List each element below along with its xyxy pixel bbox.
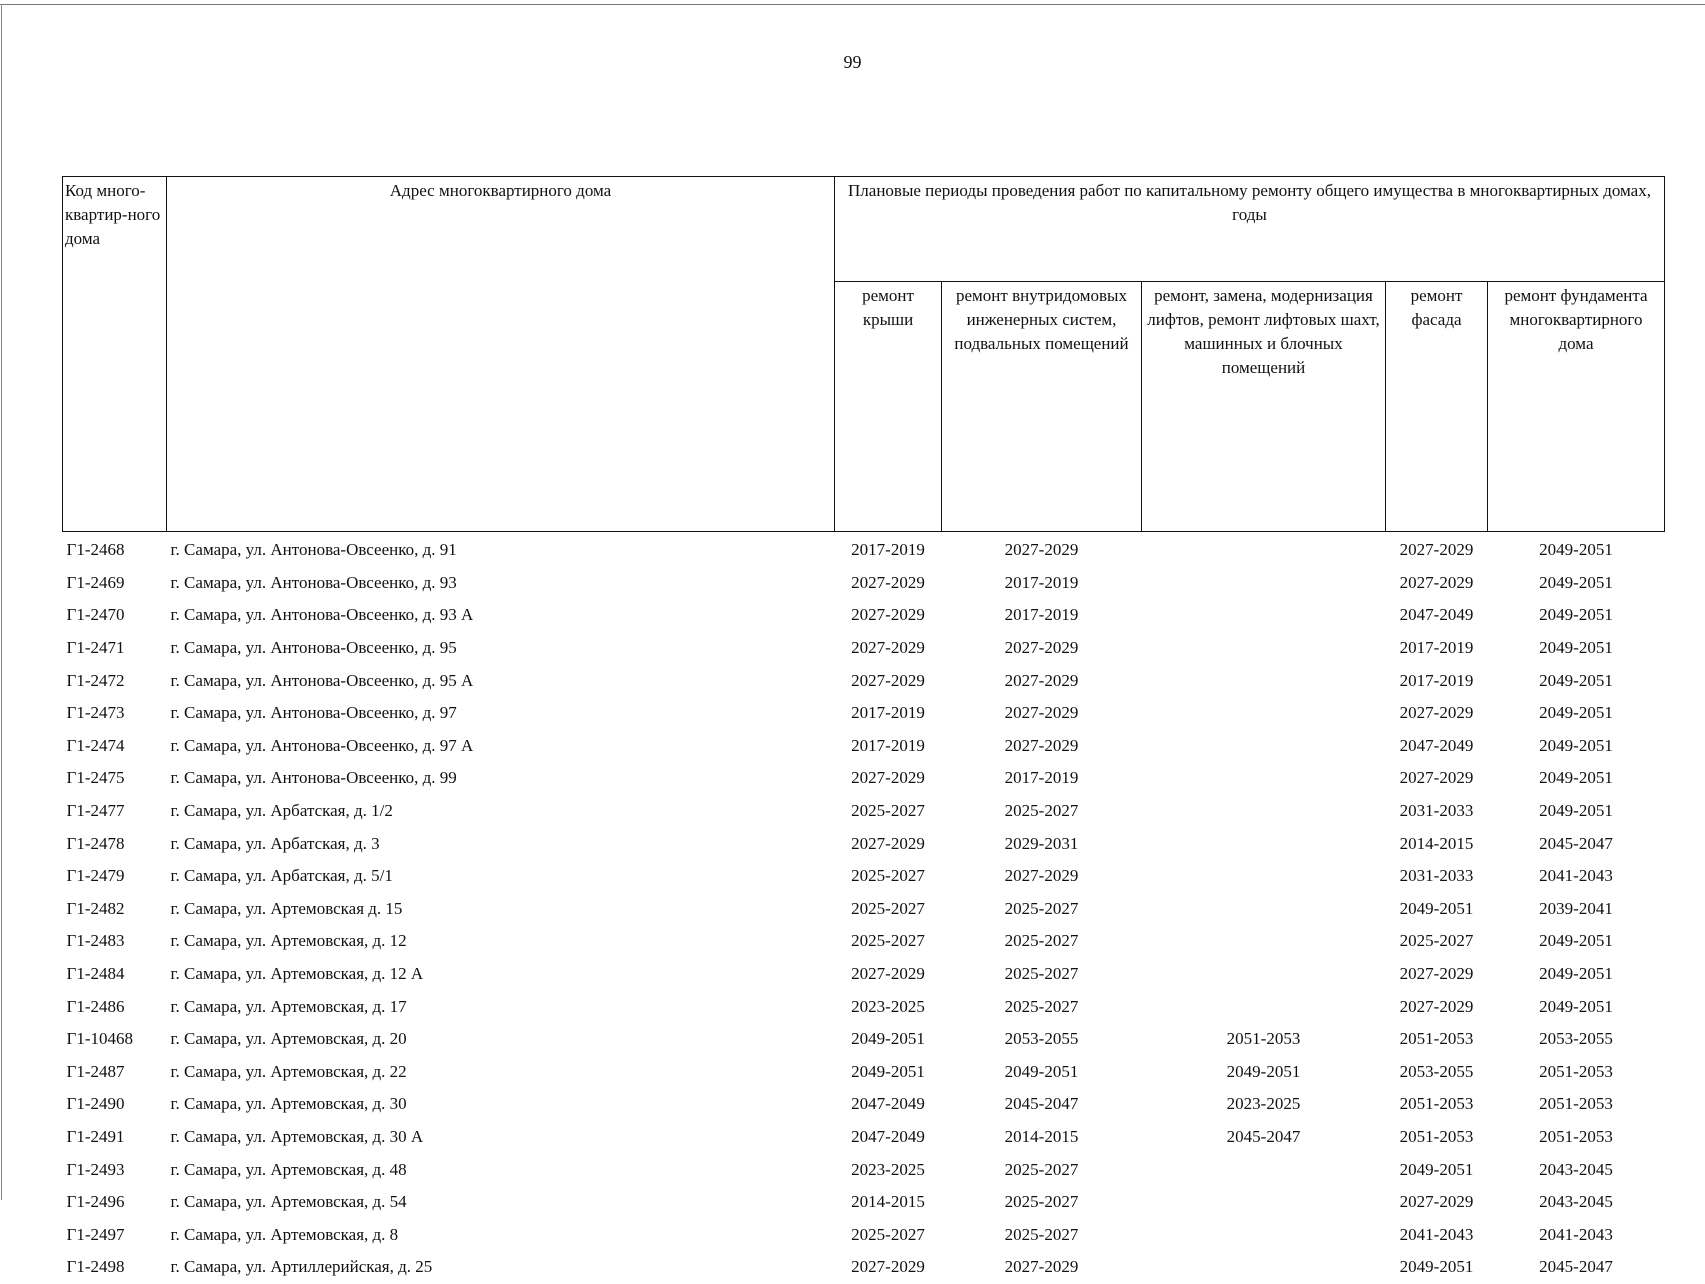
cell-engineering: 2049-2051 xyxy=(1004,1061,1079,1081)
cell-engineering: 2027-2029 xyxy=(1004,540,1079,560)
cell-foundation: 2049-2051 xyxy=(1539,540,1613,560)
cell-address: г. Самара, ул. Артемовская, д. 22 xyxy=(170,1061,407,1081)
cell-roof: 2017-2019 xyxy=(851,540,925,560)
table-row xyxy=(63,1056,1665,1089)
cell-roof: 2025-2027 xyxy=(851,898,925,918)
cell-elevators xyxy=(1142,1251,1386,1284)
cell-elevators xyxy=(1142,893,1386,926)
cell-code: Г1-2475 xyxy=(66,768,125,788)
cell-foundation: 2039-2041 xyxy=(1539,898,1613,918)
cell-engineering: 2025-2027 xyxy=(1004,964,1079,984)
cell-code: Г1-2493 xyxy=(66,1159,125,1179)
cell-code: Г1-2482 xyxy=(66,898,125,918)
cell-foundation: 2049-2051 xyxy=(1539,572,1613,592)
cell-engineering: 2029-2031 xyxy=(1004,833,1079,853)
cell-elevators xyxy=(1142,860,1386,893)
table-body xyxy=(63,532,1665,1284)
cell-engineering: 2027-2029 xyxy=(1004,638,1079,658)
cell-roof: 2025-2027 xyxy=(851,866,925,886)
cell-engineering: 2025-2027 xyxy=(1004,1224,1079,1244)
cell-engineering: 2025-2027 xyxy=(1004,1192,1079,1212)
cell-address: г. Самара, ул. Артемовская д. 15 xyxy=(170,898,403,918)
cell-facade: 2027-2029 xyxy=(1399,964,1474,984)
cell-elevators: 2023-2025 xyxy=(1226,1094,1301,1114)
cell-code: Г1-2474 xyxy=(66,735,125,755)
cell-code: Г1-2484 xyxy=(66,964,125,984)
cell-code: Г1-2470 xyxy=(66,605,125,625)
table-row xyxy=(63,1186,1665,1219)
cell-elevators xyxy=(1142,1218,1386,1251)
cell-facade: 2049-2051 xyxy=(1399,898,1474,918)
cell-facade: 2027-2029 xyxy=(1399,703,1474,723)
cell-address: г. Самара, ул. Артемовская, д. 12 xyxy=(170,931,407,951)
cell-roof: 2023-2025 xyxy=(851,996,925,1016)
cell-address: г. Самара, ул. Артемовская, д. 30 А xyxy=(170,1126,424,1146)
table-row xyxy=(63,762,1665,795)
cell-engineering: 2027-2029 xyxy=(1004,735,1079,755)
cell-elevators xyxy=(1142,762,1386,795)
cell-facade: 2053-2055 xyxy=(1399,1061,1474,1081)
cell-roof: 2014-2015 xyxy=(851,1192,925,1212)
cell-address: г. Самара, ул. Антонова-Овсеенко, д. 95 А xyxy=(170,670,474,690)
cell-elevators xyxy=(1142,599,1386,632)
cell-facade: 2051-2053 xyxy=(1399,1094,1474,1114)
cell-elevators: 2049-2051 xyxy=(1226,1061,1301,1081)
cell-foundation: 2051-2053 xyxy=(1539,1061,1613,1081)
cell-code: Г1-2486 xyxy=(66,996,125,1016)
cell-address: г. Самара, ул. Артемовская, д. 30 xyxy=(170,1094,407,1114)
table-row xyxy=(63,1023,1665,1056)
cell-address: г. Самара, ул. Антонова-Овсеенко, д. 93 xyxy=(170,572,457,592)
cell-roof: 2023-2025 xyxy=(851,1159,925,1179)
table-row xyxy=(63,599,1665,632)
cell-code: Г1-2477 xyxy=(66,801,125,821)
cell-engineering: 2017-2019 xyxy=(1004,768,1079,788)
cell-engineering: 2025-2027 xyxy=(1004,996,1079,1016)
cell-roof: 2025-2027 xyxy=(851,1224,925,1244)
table-row xyxy=(63,860,1665,893)
cell-elevators xyxy=(1142,990,1386,1023)
cell-foundation: 2049-2051 xyxy=(1539,735,1613,755)
cell-address: г. Самара, ул. Артемовская, д. 54 xyxy=(170,1192,407,1212)
cell-foundation: 2049-2051 xyxy=(1539,703,1613,723)
table-row xyxy=(63,958,1665,991)
cell-elevators xyxy=(1142,1186,1386,1219)
header-facade: ремонт фасада xyxy=(1386,281,1488,531)
cell-elevators xyxy=(1142,958,1386,991)
cell-address: г. Самара, ул. Антонова-Овсеенко, д. 97 xyxy=(170,703,457,723)
cell-roof: 2027-2029 xyxy=(851,572,925,592)
table-row xyxy=(63,795,1665,828)
cell-foundation: 2041-2043 xyxy=(1539,866,1613,886)
cell-address: г. Самара, ул. Артемовская, д. 8 xyxy=(170,1224,399,1244)
cell-foundation: 2049-2051 xyxy=(1539,801,1613,821)
cell-code: Г1-2471 xyxy=(66,638,125,658)
cell-facade: 2027-2029 xyxy=(1399,572,1474,592)
cell-address: г. Самара, ул. Антонова-Овсеенко, д. 91 xyxy=(170,540,457,560)
cell-foundation: 2049-2051 xyxy=(1539,768,1613,788)
table-row xyxy=(63,730,1665,763)
cell-address: г. Самара, ул. Арбатская, д. 5/1 xyxy=(170,866,393,886)
cell-code: Г1-10468 xyxy=(66,1029,133,1049)
cell-address: г. Самара, ул. Артемовская, д. 17 xyxy=(170,996,407,1016)
table-row xyxy=(63,1121,1665,1154)
cell-elevators: 2051-2053 xyxy=(1226,1029,1301,1049)
cell-roof: 2049-2051 xyxy=(851,1029,925,1049)
cell-code: Г1-2478 xyxy=(66,833,125,853)
cell-facade: 2051-2053 xyxy=(1399,1029,1474,1049)
cell-roof: 2025-2027 xyxy=(851,801,925,821)
cell-code: Г1-2496 xyxy=(66,1192,125,1212)
cell-address: г. Самара, ул. Артиллерийская, д. 25 xyxy=(170,1257,433,1277)
cell-elevators xyxy=(1142,664,1386,697)
cell-code: Г1-2468 xyxy=(66,540,125,560)
cell-engineering: 2017-2019 xyxy=(1004,605,1079,625)
cell-engineering: 2025-2027 xyxy=(1004,801,1079,821)
cell-elevators xyxy=(1142,567,1386,600)
table-row xyxy=(63,893,1665,926)
cell-address: г. Самара, ул. Антонова-Овсеенко, д. 99 xyxy=(170,768,457,788)
cell-facade: 2051-2053 xyxy=(1399,1126,1474,1146)
cell-address: г. Самара, ул. Арбатская, д. 1/2 xyxy=(170,801,393,821)
cell-elevators xyxy=(1142,1153,1386,1186)
cell-roof: 2027-2029 xyxy=(851,1257,925,1277)
table-row xyxy=(63,925,1665,958)
cell-foundation: 2049-2051 xyxy=(1539,964,1613,984)
cell-roof: 2027-2029 xyxy=(851,964,925,984)
cell-facade: 2041-2043 xyxy=(1399,1224,1474,1244)
cell-roof: 2017-2019 xyxy=(851,735,925,755)
cell-facade: 2047-2049 xyxy=(1399,735,1474,755)
cell-code: Г1-2490 xyxy=(66,1094,125,1114)
cell-facade: 2027-2029 xyxy=(1399,768,1474,788)
header-row-top xyxy=(63,177,1665,282)
cell-roof: 2017-2019 xyxy=(851,703,925,723)
header-roof: ремонт крыши xyxy=(835,281,942,531)
cell-foundation: 2049-2051 xyxy=(1539,638,1613,658)
cell-roof: 2027-2029 xyxy=(851,768,925,788)
cell-foundation: 2049-2051 xyxy=(1539,996,1613,1016)
cell-roof: 2027-2029 xyxy=(851,670,925,690)
scan-edge-left xyxy=(1,4,2,1200)
cell-engineering: 2017-2019 xyxy=(1004,572,1079,592)
cell-address: г. Самара, ул. Антонова-Овсеенко, д. 93 А xyxy=(170,605,474,625)
cell-foundation: 2045-2047 xyxy=(1539,1257,1613,1277)
cell-engineering: 2027-2029 xyxy=(1004,866,1079,886)
cell-elevators xyxy=(1142,532,1386,567)
header-code: Код много-квартир-ного дома xyxy=(63,177,167,532)
cell-address: г. Самара, ул. Арбатская, д. 3 xyxy=(170,833,380,853)
table-header xyxy=(63,177,1665,532)
cell-code: Г1-2479 xyxy=(66,866,125,886)
table-row xyxy=(63,664,1665,697)
cell-address: г. Самара, ул. Антонова-Овсеенко, д. 95 xyxy=(170,638,457,658)
cell-elevators xyxy=(1142,925,1386,958)
cell-engineering: 2027-2029 xyxy=(1004,670,1079,690)
cell-facade: 2025-2027 xyxy=(1399,931,1474,951)
cell-roof: 2025-2027 xyxy=(851,931,925,951)
cell-elevators: 2045-2047 xyxy=(1226,1126,1301,1146)
cell-engineering: 2027-2029 xyxy=(1004,703,1079,723)
cell-engineering: 2025-2027 xyxy=(1004,931,1079,951)
cell-foundation: 2051-2053 xyxy=(1539,1094,1613,1114)
cell-foundation: 2049-2051 xyxy=(1539,670,1613,690)
cell-roof: 2027-2029 xyxy=(851,833,925,853)
cell-elevators xyxy=(1142,795,1386,828)
cell-engineering: 2025-2027 xyxy=(1004,898,1079,918)
cell-foundation: 2053-2055 xyxy=(1539,1029,1613,1049)
cell-code: Г1-2469 xyxy=(66,572,125,592)
scan-edge-top xyxy=(0,4,1705,5)
cell-address: г. Самара, ул. Артемовская, д. 12 А xyxy=(170,964,424,984)
cell-roof: 2027-2029 xyxy=(851,605,925,625)
cell-elevators xyxy=(1142,697,1386,730)
cell-engineering: 2053-2055 xyxy=(1004,1029,1079,1049)
cell-facade: 2027-2029 xyxy=(1399,996,1474,1016)
cell-code: Г1-2498 xyxy=(66,1257,125,1277)
cell-roof: 2047-2049 xyxy=(851,1094,925,1114)
cell-elevators xyxy=(1142,827,1386,860)
table-row xyxy=(63,1218,1665,1251)
cell-foundation: 2041-2043 xyxy=(1539,1224,1613,1244)
cell-foundation: 2049-2051 xyxy=(1539,605,1613,625)
header-address: Адрес многоквартирного дома xyxy=(167,177,835,532)
header-engineering: ремонт внутридомовых инженерных систем, подвальных помещений xyxy=(942,281,1142,531)
table-row xyxy=(63,567,1665,600)
cell-engineering: 2027-2029 xyxy=(1004,1257,1079,1277)
page-number: 99 xyxy=(843,52,862,72)
cell-roof: 2047-2049 xyxy=(851,1126,925,1146)
table-row xyxy=(63,632,1665,665)
cell-code: Г1-2491 xyxy=(66,1126,125,1146)
cell-elevators xyxy=(1142,730,1386,763)
cell-facade: 2031-2033 xyxy=(1399,866,1474,886)
cell-roof: 2049-2051 xyxy=(851,1061,925,1081)
cell-engineering: 2045-2047 xyxy=(1004,1094,1079,1114)
cell-facade: 2031-2033 xyxy=(1399,801,1474,821)
cell-facade: 2049-2051 xyxy=(1399,1257,1474,1277)
cell-engineering: 2025-2027 xyxy=(1004,1159,1079,1179)
cell-foundation: 2051-2053 xyxy=(1539,1126,1613,1146)
cell-facade: 2017-2019 xyxy=(1399,670,1474,690)
header-elevators: ремонт, замена, модернизация лифтов, ремонт лифтовых шахт, машинных и блочных помещений xyxy=(1142,281,1386,531)
header-periods-group: Плановые периоды проведения работ по капитальному ремонту общего имущества в многоквартирных домах, годы xyxy=(835,177,1665,282)
cell-facade: 2027-2029 xyxy=(1399,1192,1474,1212)
cell-foundation: 2043-2045 xyxy=(1539,1159,1613,1179)
cell-elevators xyxy=(1142,632,1386,665)
table-row xyxy=(63,1088,1665,1121)
cell-facade: 2014-2015 xyxy=(1399,833,1474,853)
cell-facade: 2017-2019 xyxy=(1399,638,1474,658)
cell-facade: 2049-2051 xyxy=(1399,1159,1474,1179)
table-row xyxy=(63,1251,1665,1284)
cell-code: Г1-2483 xyxy=(66,931,125,951)
cell-engineering: 2014-2015 xyxy=(1004,1126,1079,1146)
table-row xyxy=(63,697,1665,730)
cell-foundation: 2043-2045 xyxy=(1539,1192,1613,1212)
repair-schedule-table xyxy=(62,176,1665,1284)
cell-code: Г1-2473 xyxy=(66,703,125,723)
cell-code: Г1-2487 xyxy=(66,1061,125,1081)
cell-facade: 2027-2029 xyxy=(1399,540,1474,560)
cell-foundation: 2049-2051 xyxy=(1539,931,1613,951)
table-row xyxy=(63,532,1665,567)
cell-address: г. Самара, ул. Антонова-Овсеенко, д. 97 А xyxy=(170,735,474,755)
table-row xyxy=(63,990,1665,1023)
cell-facade: 2047-2049 xyxy=(1399,605,1474,625)
cell-foundation: 2045-2047 xyxy=(1539,833,1613,853)
table-row xyxy=(63,1153,1665,1186)
cell-address: г. Самара, ул. Артемовская, д. 20 xyxy=(170,1029,407,1049)
cell-code: Г1-2472 xyxy=(66,670,125,690)
cell-code: Г1-2497 xyxy=(66,1224,125,1244)
header-foundation: ремонт фундамента многоквартирного дома xyxy=(1488,281,1665,531)
table-row xyxy=(63,827,1665,860)
cell-address: г. Самара, ул. Артемовская, д. 48 xyxy=(170,1159,407,1179)
cell-roof: 2027-2029 xyxy=(851,638,925,658)
